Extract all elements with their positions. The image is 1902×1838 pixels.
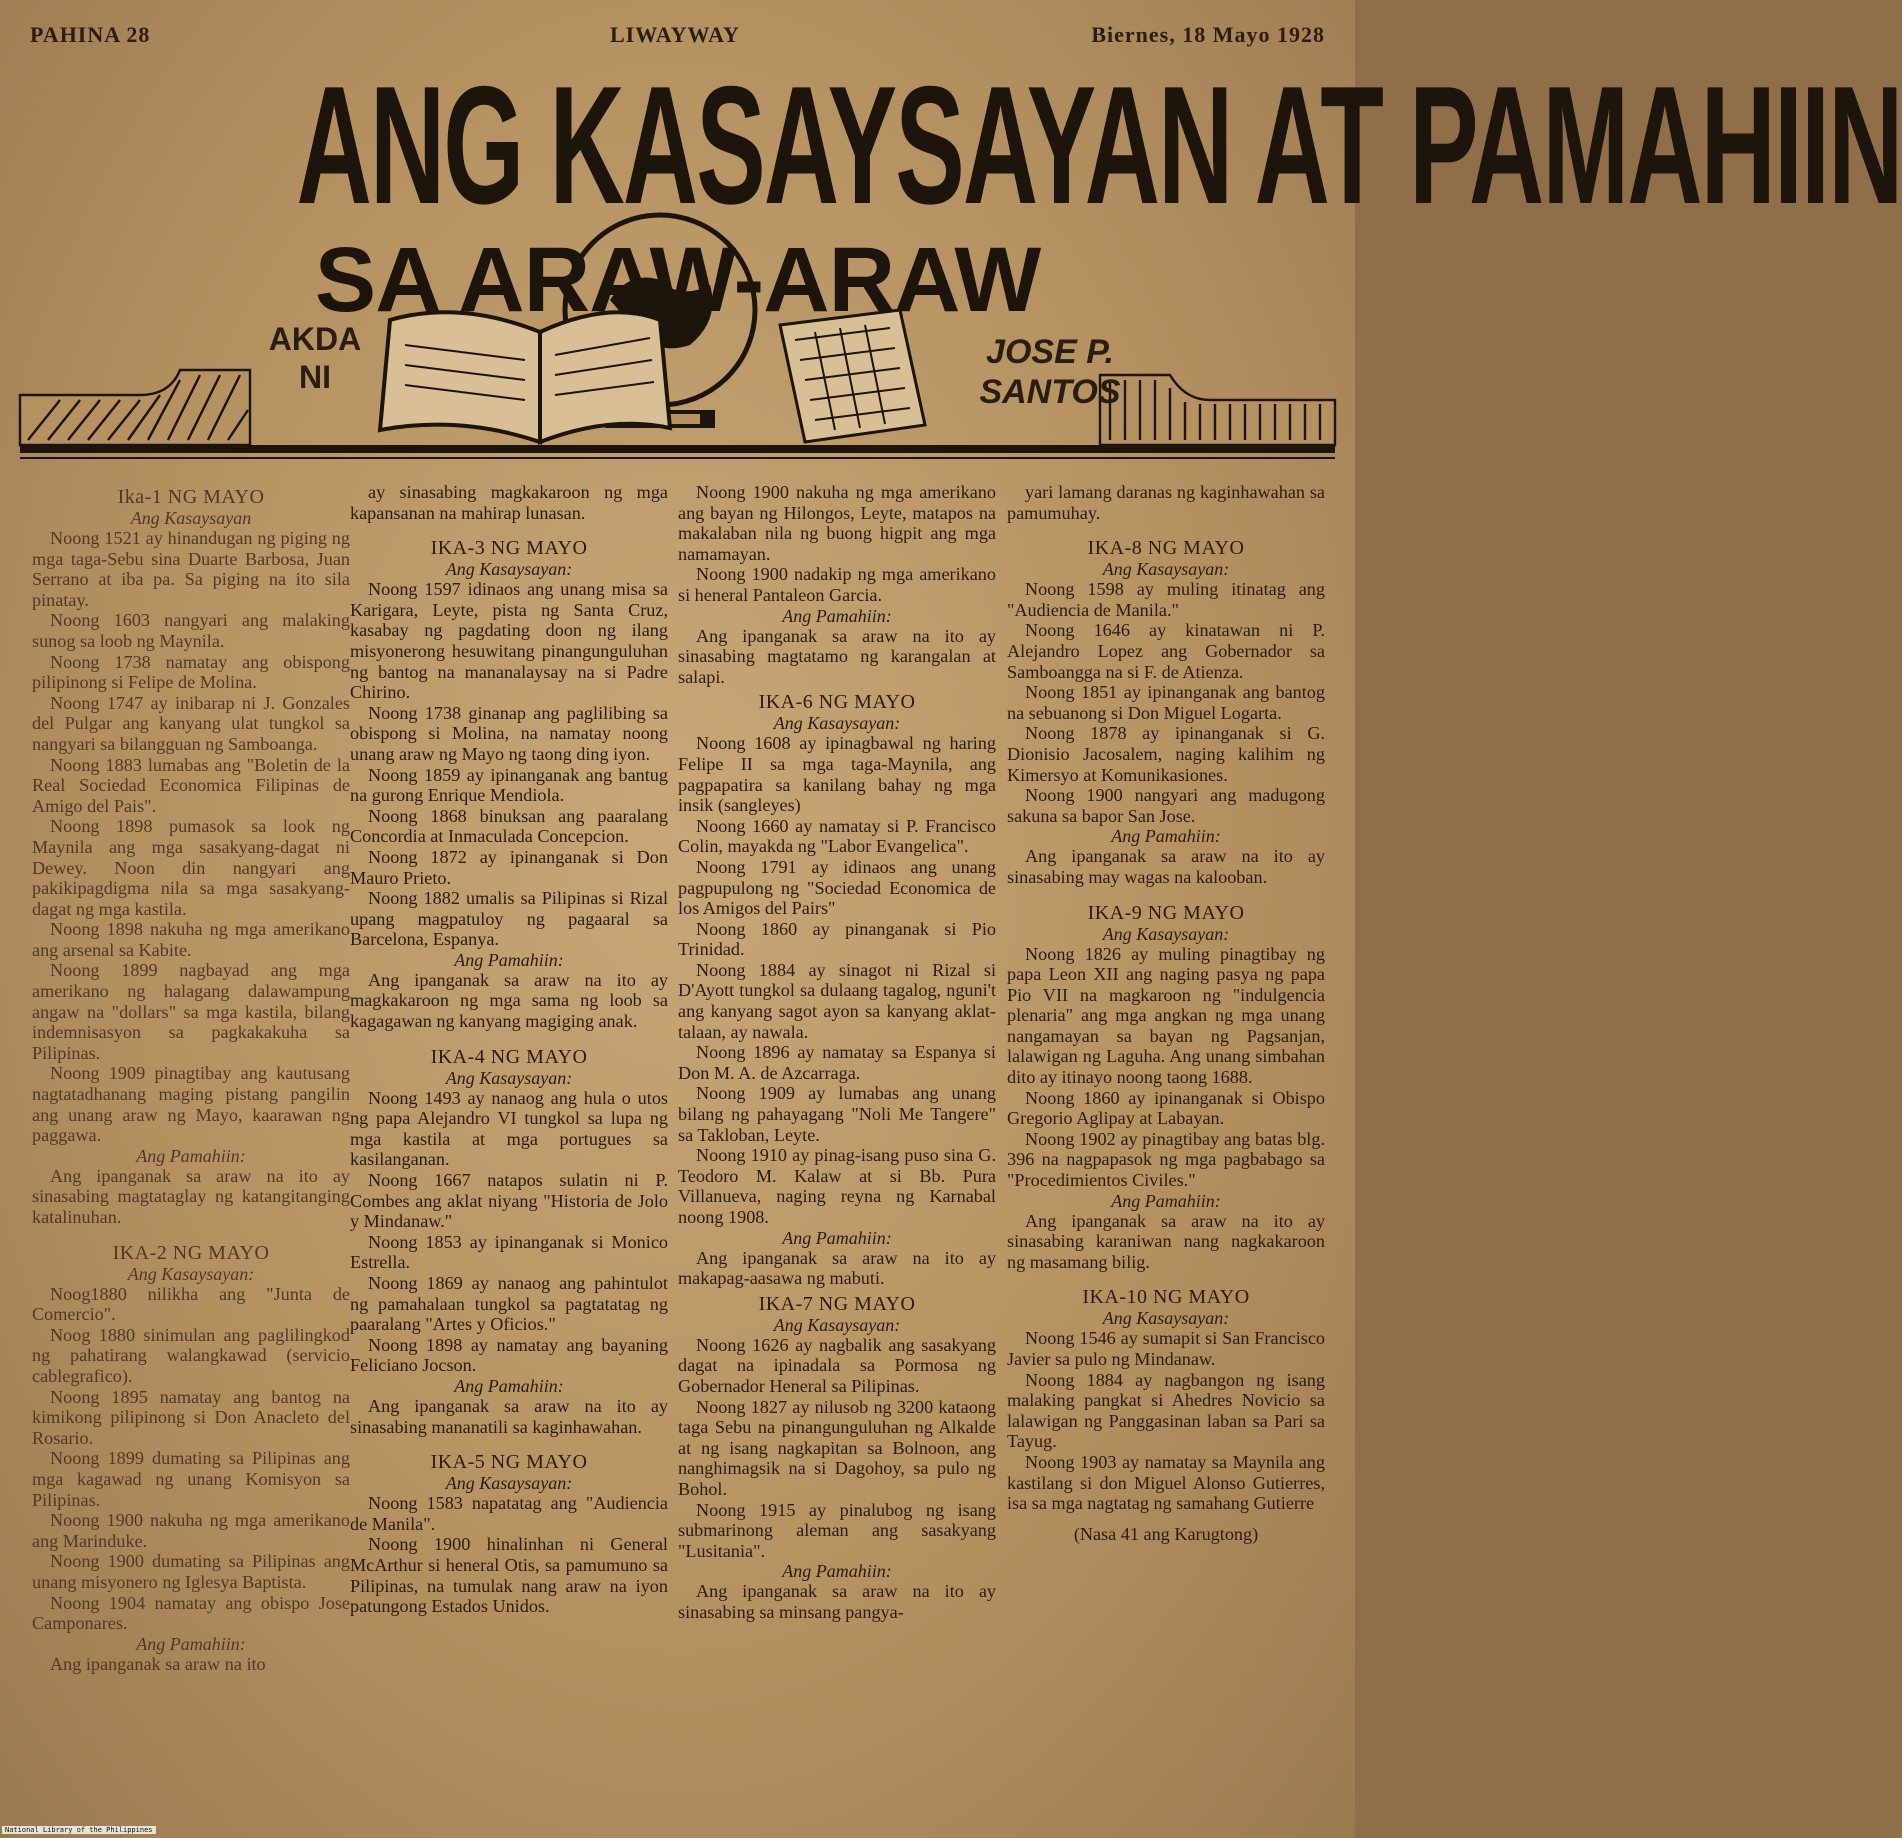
paragraph: Noong 1910 ay pinag-isang puso sina G. Teodoro M. Kalaw at si Bb. Pura Villanueva, naging reyna ng Karnabal noong 1908. bbox=[678, 1145, 996, 1227]
section-heading: IKA-7 NG MAYO bbox=[758, 1292, 916, 1315]
paragraph: Noong 1860 ay pinanganak si Pio Trinidad. bbox=[678, 918, 996, 960]
section-subheading: Ang Kasaysayan: bbox=[127, 1263, 255, 1284]
paragraph: Noong 1878 ay ipinanganak si G. Dionisio Jacosalem, naging kalihim ng Kimersyo at Komunikasiones. bbox=[1007, 723, 1325, 785]
paragraph: Noong 1493 ay nanaog ang hula o utos ng papa Alejandro VI tungkol sa lupa ng mga kastila at mga portugues sa kasilanganan. bbox=[350, 1087, 668, 1170]
article-column-3 bbox=[678, 482, 996, 1623]
section-subheading: Ang Pamahiin: bbox=[1111, 1190, 1221, 1211]
section-subheading: Ang Kasaysayan: bbox=[1102, 923, 1230, 944]
section-subheading: Ang Pamahiin: bbox=[454, 949, 564, 970]
paragraph: Noong 1896 ay namatay sa Espanya si Don M. A. de Azcarraga. bbox=[678, 1042, 996, 1083]
paragraph: Noong 1827 ay nilusob ng 3200 kataong taga Sebu na pinangunguluhan ng Alkalde at ng isang nagkapitan sa Bolnoon, ang nanghimagsik na si Dagohoy, sa pulo ng Bohol. bbox=[678, 1396, 996, 1499]
section-heading: IKA-4 NG MAYO bbox=[430, 1045, 588, 1068]
paragraph: Noong 1900 nakuha ng mga amerikano ang Marinduke. bbox=[32, 1510, 350, 1551]
paragraph: Noong 1900 nakuha ng mga amerikano ang bayan ng Hilongos, Leyte, matapos na makalaban nila ng buong higpit ang mga namamayan. bbox=[678, 482, 996, 564]
paragraph: Ang ipanganak sa araw na ito ay sinasabing karaniwan nang nagkakaroon ng masamang bilig. bbox=[1007, 1210, 1325, 1272]
paragraph: Noong 1851 ay ipinanganak ang bantog na sebuanong si Don Miguel Logarta. bbox=[1007, 682, 1325, 723]
section-subheading: Ang Kasaysayan: bbox=[1102, 1308, 1230, 1329]
paragraph: Noong 1900 hinalinhan ni General McArthur si heneral Otis, sa pamumuno sa Pilipinas, na tumulak nang araw na iyon patungong Estados Unidos. bbox=[350, 1534, 668, 1617]
masthead bbox=[20, 51, 1902, 470]
section-subheading: Ang Kasaysayan: bbox=[445, 559, 573, 580]
paragraph: Noong 1667 natapos sulatin ni P. Combes ang aklat niyang "Historia de Jolo y Mindanaw." bbox=[350, 1170, 668, 1232]
open-book-icon bbox=[380, 312, 670, 442]
section-subheading: Ang Kasaysayan bbox=[130, 508, 252, 528]
paragraph: Ang ipanganak sa araw na ito bbox=[50, 1653, 266, 1674]
paragraph: Noong 1900 dumating sa Pilipinas ang unang misyonero ng Iglesya Baptista. bbox=[32, 1551, 350, 1592]
publication-name: LIWAYWAY bbox=[610, 22, 740, 47]
page-number: PAHINA 28 bbox=[30, 22, 151, 47]
paragraph: Noong 1909 pinagtibay ang kautusang nagtatadhanang maging pistang pangilin ang unang araw ng Mayo, kaarawan ng paggawa. bbox=[32, 1063, 350, 1146]
paragraph: Noong 1899 dumating sa Pilipinas ang mga kagawad ng unang Komisyon sa Pilipinas. bbox=[32, 1448, 350, 1510]
paragraph: Noong 1747 ay inibarap ni J. Gonzales del Pulgar ang kanyang ulat tungkol sa nangyari sa bilangguan ng Samboanga. bbox=[32, 692, 350, 754]
section-heading: IKA-3 NG MAYO bbox=[430, 537, 588, 560]
paragraph: Noong 1904 namatay ang obispo Jose Camponares. bbox=[32, 1592, 350, 1634]
section-subheading: Ang Pamahiin: bbox=[1111, 826, 1221, 847]
section-subheading: Ang Kasaysayan: bbox=[445, 1067, 573, 1088]
paragraph: ay sinasabing magkakaroon ng mga kapansanan na mahirap lunasan. bbox=[350, 482, 668, 523]
paragraph: Noong 1598 ay muling itinatag ang "Audiencia de Manila." bbox=[1007, 579, 1325, 620]
paragraph: Noog 1880 sinimulan ang paglilingkod ng pahatirang walangkawad (servicio cablegrafico). bbox=[32, 1324, 350, 1386]
paragraph: Noog1880 nilikha ang "Junta de Comercio". bbox=[32, 1283, 350, 1325]
section-subheading: Ang Kasaysayan: bbox=[773, 1314, 901, 1335]
section-heading: IKA-9 NG MAYO bbox=[1087, 901, 1245, 924]
section-subheading: Ang Kasaysayan: bbox=[773, 713, 901, 734]
section-heading: IKA-8 NG MAYO bbox=[1087, 537, 1245, 560]
paragraph: Noong 1900 nadakip ng mga amerikano si heneral Pantaleon Garcia. bbox=[678, 564, 996, 605]
byline-label-akda: AKDA bbox=[268, 321, 362, 357]
paragraph: Noong 1738 namatay ang obispong pilipinong si Felipe de Molina. bbox=[32, 651, 350, 693]
paragraph: Noong 1521 ay hinandugan ng piging ng mga taga-Sebu sina Duarte Barbosa, Juan Serrano at iba pa. Sa piging na ito sila pinatay. bbox=[32, 528, 350, 610]
byline-label-ni: NI bbox=[299, 359, 331, 395]
paragraph: Noong 1883 lumabas ang "Boletin de la Real Sociedad Economica Filipinas de Amigo del Pais". bbox=[32, 754, 350, 816]
section-subheading: Ang Pamahiin: bbox=[782, 1227, 892, 1248]
paragraph: Noong 1895 namatay ang bantog na kimikong pilipinong si Don Anacleto del Rosario. bbox=[32, 1386, 350, 1448]
paragraph: Noong 1902 ay pinagtibay ang batas blg. 396 na nagpapasok ng mga pagbabago sa "Procedimientos Civiles." bbox=[1007, 1128, 1325, 1191]
paragraph: Noong 1903 ay namatay sa Maynila ang kastilang si don Miguel Alonso Gutierres, isa sa mga nagtatag ng samahang Gutierre bbox=[1007, 1451, 1325, 1514]
section-subheading: Ang Pamahiin: bbox=[136, 1145, 246, 1166]
masthead-subtitle: SA ARAW-ARAW bbox=[314, 229, 1041, 331]
article-column-2 bbox=[350, 482, 668, 1617]
section-subheading: Ang Pamahiin: bbox=[136, 1633, 246, 1654]
archive-credit: National Library of the Philippines bbox=[2, 1826, 156, 1834]
section-heading: IKA-6 NG MAYO bbox=[758, 691, 916, 714]
page-header bbox=[30, 22, 1325, 52]
section-heading: IKA-5 NG MAYO bbox=[430, 1451, 588, 1474]
paragraph: Ang ipanganak sa araw na ito ay sinasabing magtatamo ng karangalan at salapi. bbox=[678, 625, 996, 687]
paragraph: Noong 1882 umalis sa Pilipinas si Rizal upang magpatuloy ng pagaaral sa Barcelona, Espanya. bbox=[350, 888, 668, 950]
paragraph: Noong 1860 ay ipinanganak si Obispo Gregorio Aglipay at Labayan. bbox=[1007, 1087, 1325, 1129]
section-heading: Ika-1 NG MAYO bbox=[117, 486, 265, 508]
masthead-title: ANG KASAYSAYAN AT PAMAHIIN bbox=[296, 51, 1902, 239]
section-subheading: Ang Kasaysayan: bbox=[445, 1473, 573, 1494]
paragraph: Noong 1898 ay namatay ang bayaning Feliciano Jocson. bbox=[350, 1334, 668, 1376]
paragraph: Ang ipanganak sa araw na ito ay magkakaroon ng mga sama ng loob sa kagagawan ng kanyang magiging anak. bbox=[350, 969, 668, 1032]
continued-note: (Nasa 41 ang Karugtong) bbox=[1073, 1523, 1259, 1544]
issue-date: Biernes, 18 Mayo 1928 bbox=[1091, 22, 1325, 47]
paragraph: Noong 1660 ay namatay si P. Francisco Colin, mayakda ng "Labor Evangelica". bbox=[678, 815, 996, 857]
paragraph: Noong 1583 napatatag ang "Audiencia de Manila". bbox=[350, 1493, 668, 1534]
paragraph: Noong 1646 ay kinatawan ni P. Alejandro Lopez ang Gobernador sa Samboangga na si F. de Atienza. bbox=[1007, 620, 1325, 682]
section-heading: IKA-10 NG MAYO bbox=[1082, 1286, 1250, 1309]
paragraph: Noong 1826 ay muling pinagtibay ng papa Leon XII ang naging pasya ng papa Pio VII na magkaroon ng "indulgencia plenaria" ang mga angkan ng mga unang nangamayan sa bayan ng Pagsanjan, lalawigan ng Laguha. Ang unang simbahan dito ay itinayo noong taong 1688. bbox=[1007, 943, 1325, 1088]
paragraph: Noong 1738 ginanap ang paglilibing sa obispong si Molina, na namatay noong unang araw ng Mayo ng taong ding iyon. bbox=[350, 702, 668, 764]
byline-label bbox=[260, 320, 370, 396]
paragraph: Noong 1868 binuksan ang paaralang Concordia at Inmaculada Concepcion. bbox=[350, 805, 668, 847]
paragraph: Ang ipanganak sa araw na ito ay sinasabing mananatili sa kaginhawahan. bbox=[350, 1395, 668, 1437]
paragraph: Noong 1869 ay nanaog ang pahintulot ng pamahalaan tungkol sa pagtatatag ng paaralang "Artes y Oficios." bbox=[350, 1273, 668, 1335]
paragraph: Noong 1884 ay nagbangon ng isang malaking pangkat si Ahedres Novicio sa lalawigan ng Panggasinan laban sa Pari sa Tayug. bbox=[1007, 1369, 1325, 1452]
paragraph: Noong 1909 ay lumabas ang unang bilang ng pahayagang "Noli Me Tangere" sa Takloban, Leyte. bbox=[678, 1083, 996, 1145]
paragraph: Noong 1626 ay nagbalik ang sasakyang dagat na ipinadala sa Pormosa ng Gobernador Heneral sa Pilipinas. bbox=[678, 1334, 996, 1396]
paragraph: yari lamang daranas ng kaginhawahan sa pamumuhay. bbox=[1007, 482, 1325, 523]
paragraph: Noong 1899 nagbayad ang mga amerikano ng halagang dalawampung angaw na "dollars" sa mga kastila, bilang indemnisasyon sa pagkakakuha sa Pilipinas. bbox=[32, 960, 350, 1063]
section-subheading: Ang Pamahiin: bbox=[782, 605, 892, 626]
article-column-4 bbox=[1007, 482, 1325, 1544]
paragraph: Noong 1915 ay pinalubog ng isang submarinong aleman ang sasakyang "Lusitania". bbox=[678, 1499, 996, 1561]
paragraph: Noong 1872 ay ipinanganak si Don Mauro Prieto. bbox=[350, 846, 668, 888]
paragraph: Noong 1884 ay sinagot ni Rizal si D'Ayott tungkol sa dulaang tagalog, nguni't ang kanyang sagot ayon sa kanyang aklat-talaan, ay nawala. bbox=[678, 959, 996, 1042]
author-line-2: SANTOS bbox=[979, 373, 1121, 411]
section-subheading: Ang Pamahiin: bbox=[454, 1375, 564, 1396]
paragraph: Noong 1859 ay ipinanganak ang bantug na gurong Enrique Mendiola. bbox=[350, 764, 668, 806]
author-line-1: JOSE P. bbox=[986, 333, 1114, 371]
section-subheading: Ang Pamahiin: bbox=[782, 1561, 892, 1582]
paragraph: Ang ipanganak sa araw na ito ay makapag-aasawa ng mabuti. bbox=[678, 1247, 996, 1289]
left-decorative-band bbox=[20, 370, 250, 445]
section-heading: IKA-2 NG MAYO bbox=[112, 1241, 270, 1264]
paragraph: Noong 1898 nakuha ng mga amerikano ang arsenal sa Kabite. bbox=[32, 919, 350, 960]
paragraph: Ang ipanganak sa araw na ito ay sinasabing sa minsang pangya- bbox=[678, 1581, 996, 1622]
paragraph: Noong 1608 ay ipinagbawal ng haring Felipe II sa mga taga-Maynila, ang pagpapatira sa kanilang bahay ng mga insik (sangleyes) bbox=[678, 733, 996, 816]
paragraph: Noong 1546 ay sumapit si San Francisco Javier sa pulo ng Mindanaw. bbox=[1007, 1328, 1325, 1369]
paragraph: Ang ipanganak sa araw na ito ay sinasabing magtataglay ng katangitanging katalinuhan. bbox=[32, 1165, 350, 1227]
paragraph: Noong 1603 nangyari ang malaking sunog sa loob ng Maynila. bbox=[32, 610, 350, 651]
article-column-1 bbox=[32, 482, 350, 1674]
paragraph: Noong 1900 nangyari ang madugong sakuna sa bapor San Jose. bbox=[1007, 785, 1325, 826]
paragraph: Noong 1597 idinaos ang unang misa sa Karigara, Leyte, pista ng Santa Cruz, kasabay ng pagdating doon ng ilang misyonerong hesuwitang pinangunguluhan ng bantog na mananalaysay na si Padre Chirino. bbox=[350, 579, 668, 703]
paragraph: Noong 1853 ay ipinanganak si Monico Estrella. bbox=[350, 1231, 668, 1273]
paragraph: Noong 1898 pumasok sa look ng Maynila ang mga sasakyang-dagat ni Dewey. Noon din nangyari ang pakikipagdigma nila sa mga sasakyang-dagat ng mga kastila. bbox=[32, 816, 350, 919]
paragraph: Noong 1791 ay idinaos ang unang pagpupulong ng "Sociedad Economica de los Amigos del Pairs" bbox=[678, 856, 996, 919]
paragraph: Ang ipanganak sa araw na ito ay sinasabing may wagas na kalooban. bbox=[1007, 846, 1325, 887]
section-subheading: Ang Kasaysayan: bbox=[1102, 559, 1230, 580]
author-name bbox=[950, 332, 1150, 412]
